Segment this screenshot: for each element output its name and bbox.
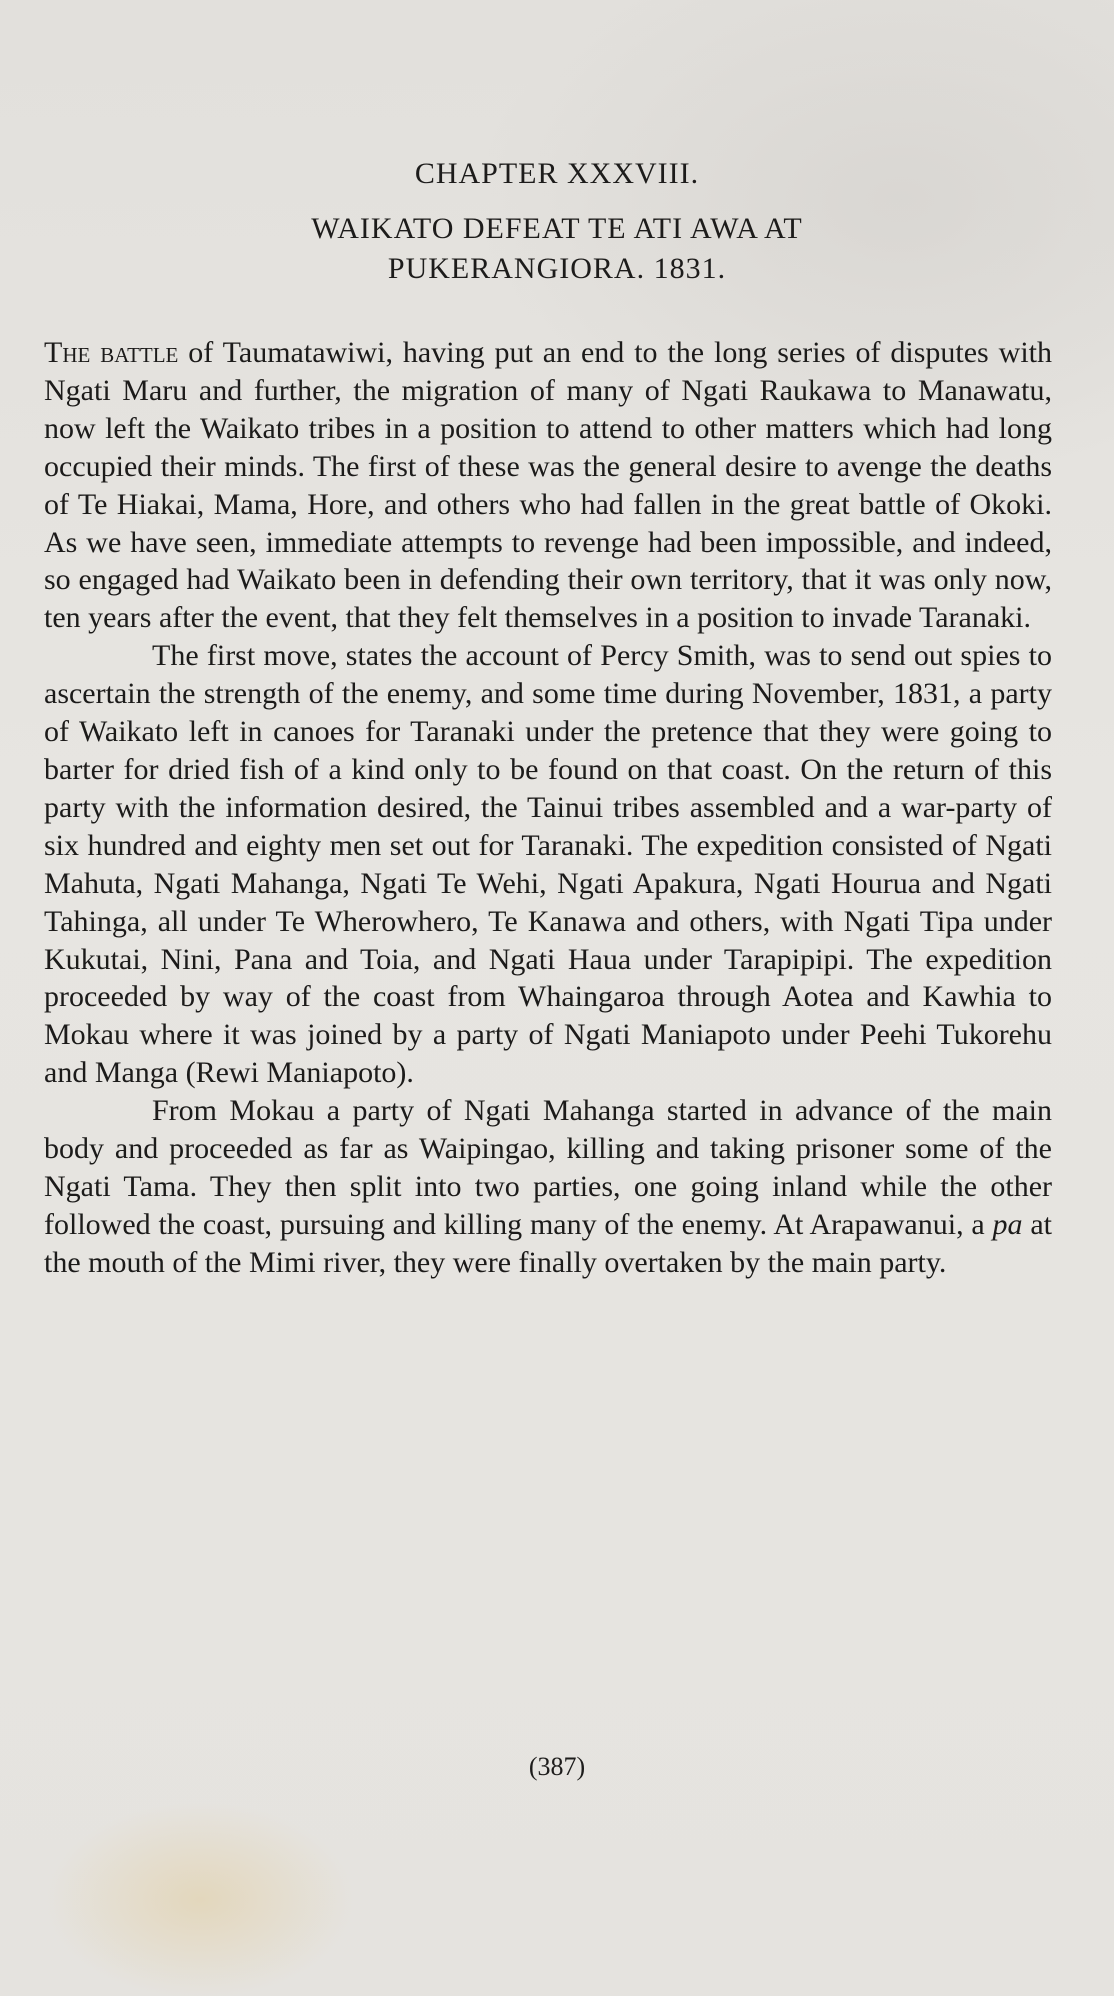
paragraph-3-text-a: From Mokau a party of Ngati Mahanga started in advance of the main body and proceeded as far as Waipingao, killing and taking prisoner some of the Ngati Tama. They then split into two parties, one going inland while the other followed the coast, pursuing and killing many of the enemy. At Arapawanui, a [44,1094,1052,1241]
chapter-title-line-2: PUKERANGIORA. 1831. [387,252,727,285]
paragraph-1-lead: The battle [44,336,179,369]
page-number: (387) [528,1752,586,1781]
paragraph-3-italic: pa [992,1207,1023,1241]
chapter-heading: CHAPTER XXXVIII. [414,157,700,190]
paragraph-2: The first move, states the account of Percy Smith, was to send out spies to ascertain the strength of the enemy, and some time during November, 1831, a party of Waikato left in canoes for Taranaki under the pretence that they were going to barter for dried fish of a kind only to be found on that coast. On the return of this party with the information desired, the Tainui tribes assembled and a war-party of six hundred and eighty men set out for Taranaki. The expedition consisted of Ngati Mahuta, Ngati Mahanga, Ngati Te Wehi, Ngati Apakura, Ngati Hourua and Ngati Tahinga, all under Te Wherowhero, Te Kanawa and others, with Ngati Tipa under Kukutai, Nini, Pana and Toia, and Ngati Haua under Tarapipipi. The expedition proceeded by way of the coast from Whaingaroa through Aotea and Kawhia to Mokau where it was joined by a party of Ngati Maniapoto under Peehi Tukorehu and Manga (Rewi Maniapoto). [44,639,1052,1090]
body-text [44,334,1052,1282]
paragraph-3 [44,1092,1052,1282]
paragraph-1 [44,334,1052,637]
chapter-title-line-1: WAIKATO DEFEAT TE ATI AWA AT [311,212,803,245]
paragraph-1-text: of Taumatawiwi, having put an end to the long series of disputes with Ngati Maru and further, the migration of many of Ngati Raukawa to Manawatu, now left the Waikato tribes in a position to attend to other matters which had long occupied their minds. The first of these was the general desire to avenge the deaths of Te Hiakai, Mama, Hore, and others who had fallen in the great battle of Okoki. As we have seen, immediate attempts to revenge had been impossible, and indeed, so engaged had Waikato been in defending their own territory, that it was only now, ten years after the event, that they felt themselves in a position to invade Taranaki. [44,336,1052,635]
paragraph-3-text-b: at the mouth of the Mimi river, they were finally overtaken by the main party. [44,1207,1052,1279]
